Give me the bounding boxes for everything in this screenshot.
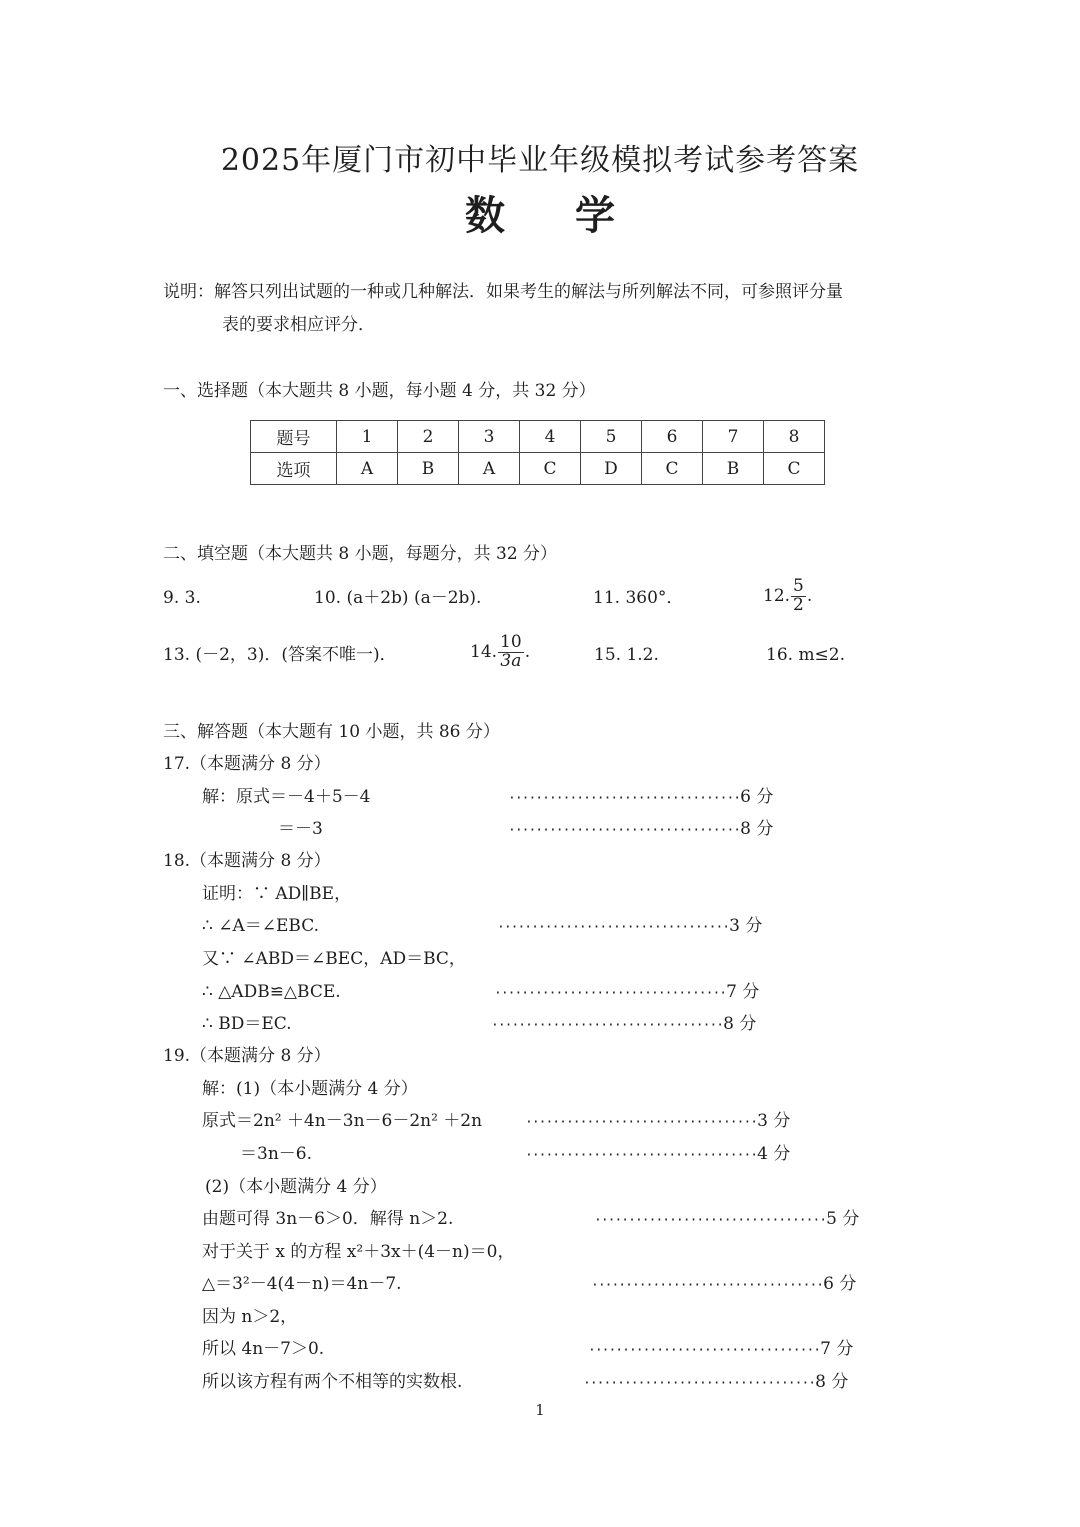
q17-line: 解：原式＝－4＋5－4	[202, 787, 371, 807]
answer-q14: 14. $\frac{10}{3a}$ .	[470, 632, 531, 671]
q19-line: △＝3²－4(4－n)＝4n－7.	[202, 1274, 402, 1294]
leader-dots: ··································	[525, 1115, 758, 1130]
score: 5 分	[826, 1209, 860, 1229]
q19-line: 对于关于 x 的方程 x²＋3x＋(4－n)＝0，	[202, 1242, 515, 1262]
score-line	[508, 821, 773, 838]
answer-q15: 15. 1.2.	[594, 645, 659, 665]
table-cell: B	[703, 453, 764, 485]
score: 8 分	[815, 1372, 849, 1392]
table-cell: C	[520, 453, 581, 485]
q18-line: 证明：∵ AD∥BE，	[202, 884, 352, 904]
table-cell: D	[581, 453, 642, 485]
answer-q10: 10. (a＋2b) (a－2b).	[314, 588, 482, 608]
score-line	[588, 1341, 853, 1358]
table-cell: A	[337, 453, 398, 485]
fraction-numerator: 10	[500, 632, 522, 652]
fraction	[791, 578, 806, 615]
table-cell: 7	[703, 421, 764, 453]
section-1-heading: 一、选择题（本大题共 8 小题，每小题 4 分，共 32 分）	[163, 381, 596, 401]
q17-title: 17.（本题满分 8 分）	[163, 754, 331, 774]
fraction-denominator: 3a	[500, 650, 522, 671]
score-line	[494, 984, 759, 1001]
table-cell: 2	[398, 421, 459, 453]
table-cell: A	[459, 453, 520, 485]
score: 7 分	[820, 1339, 854, 1359]
table-cell: 1	[337, 421, 398, 453]
table-row	[251, 421, 825, 453]
q19-line: 因为 n＞2，	[202, 1307, 298, 1327]
answer-table	[250, 420, 825, 485]
leader-dots: ··································	[497, 920, 730, 935]
q19-part-2: (2)（本小题满分 4 分）	[205, 1177, 387, 1197]
q19-line: 所以 4n－7＞0.	[202, 1339, 325, 1359]
answer-q9: 9. 3.	[163, 588, 201, 608]
q19-line: 由题可得 3n－6＞0．解得 n＞2.	[202, 1209, 454, 1229]
page-number: 1	[535, 1401, 545, 1419]
score: 8 分	[740, 819, 774, 839]
score: 3 分	[729, 916, 763, 936]
fraction	[498, 634, 524, 671]
q19-line: 原式＝2n² ＋4n－3n－6－2n² ＋2n	[202, 1111, 483, 1131]
answer-q14-label: 14.	[470, 641, 498, 662]
score-line	[508, 789, 773, 806]
score: 3 分	[757, 1111, 791, 1131]
answer-q12-label: 12.	[763, 585, 791, 606]
score-line	[525, 1146, 790, 1163]
score-line	[594, 1211, 859, 1228]
answer-q13: 13. (－2，3)．(答案不唯一)．	[163, 645, 397, 665]
table-cell: 6	[642, 421, 703, 453]
leader-dots: ··································	[583, 1376, 816, 1391]
score: 7 分	[726, 982, 760, 1002]
table-cell: 5	[581, 421, 642, 453]
page-title: 2025年厦门市初中毕业年级模拟考试参考答案	[220, 143, 860, 178]
score-line	[491, 1016, 756, 1033]
score-line	[591, 1276, 856, 1293]
leader-dots: ··································	[588, 1343, 821, 1358]
note-line-1: 说明：解答只列出试题的一种或几种解法．如果考生的解法与所列解法不同，可参照评分量	[163, 282, 843, 302]
q18-line: ∴ △ADB≌△BCE.	[202, 982, 341, 1002]
q19-line: 所以该方程有两个不相等的实数根.	[202, 1372, 463, 1392]
score-line	[583, 1374, 848, 1391]
leader-dots: ··································	[591, 1278, 824, 1293]
table-cell: 8	[764, 421, 825, 453]
note-line-2: 表的要求相应评分．	[222, 315, 375, 335]
q18-title: 18.（本题满分 8 分）	[163, 851, 331, 871]
leader-dots: ··································	[508, 791, 741, 806]
score: 6 分	[740, 787, 774, 807]
score-line	[525, 1113, 790, 1130]
section-2-heading: 二、填空题（本大题共 8 小题，每题分，共 32 分）	[163, 544, 558, 564]
section-3-heading: 三、解答题（本大题有 10 小题，共 86 分）	[163, 722, 500, 742]
leader-dots: ··································	[508, 823, 741, 838]
q18-line: ∴ BD＝EC.	[202, 1014, 292, 1034]
score: 8 分	[723, 1014, 757, 1034]
answer-q12: 12. $\frac{5}{2}$ .	[763, 576, 813, 615]
score-line	[497, 918, 762, 935]
answer-q11: 11. 360°．	[593, 588, 684, 608]
table-cell: 3	[459, 421, 520, 453]
subject-title: 数学	[465, 192, 685, 239]
leader-dots: ··································	[491, 1018, 724, 1033]
fraction-denominator: 2	[793, 594, 804, 615]
leader-dots: ··································	[525, 1148, 758, 1163]
fraction-numerator: 5	[793, 576, 804, 596]
answer-q16: 16. m≤2.	[766, 645, 846, 665]
table-header-cell: 题号	[251, 421, 337, 453]
leader-dots: ··································	[594, 1213, 827, 1228]
leader-dots: ··································	[494, 986, 727, 1001]
table-header-cell: 选项	[251, 453, 337, 485]
table-cell: 4	[520, 421, 581, 453]
score: 6 分	[823, 1274, 857, 1294]
q17-line: ＝－3	[278, 819, 323, 839]
table-cell: B	[398, 453, 459, 485]
table-row	[251, 453, 825, 485]
q18-line: 又∵ ∠ABD＝∠BEC，AD＝BC，	[202, 949, 466, 969]
table-cell: C	[764, 453, 825, 485]
q19-title: 19.（本题满分 8 分）	[163, 1046, 331, 1066]
q18-line: ∴ ∠A＝∠EBC.	[202, 916, 320, 936]
q19-part-1: 解：(1)（本小题满分 4 分）	[202, 1079, 418, 1099]
table-cell: C	[642, 453, 703, 485]
score: 4 分	[757, 1144, 791, 1164]
q19-line: ＝3n－6.	[240, 1144, 312, 1164]
